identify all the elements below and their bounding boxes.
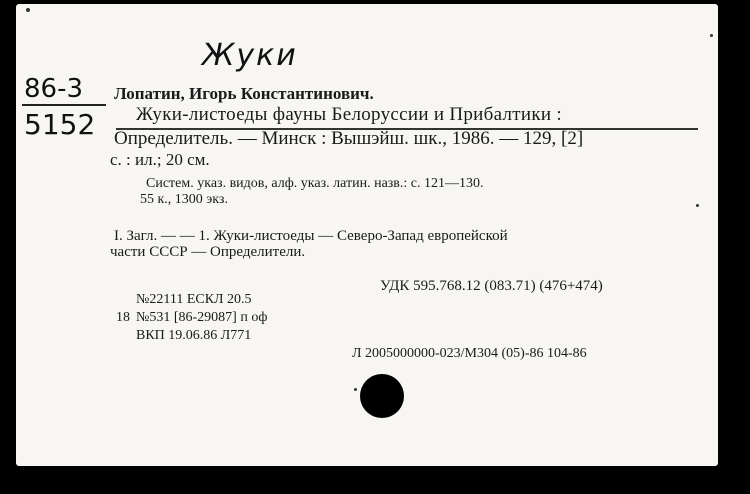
stat-line-3: ВКП 19.06.86 Л771: [136, 328, 252, 343]
note-line-1: Систем. указ. видов, алф. указ. латин. назв.: с. 121—130.: [146, 176, 484, 191]
note-line-2: 55 к., 1300 экз.: [140, 192, 228, 207]
catalog-card: [16, 4, 718, 466]
title-line-3: с. : ил.; 20 см.: [110, 150, 210, 169]
author-heading: Лопатин, Игорь Константинович.: [114, 84, 374, 103]
stat-line-2: №531 [86-29087] п оф: [136, 310, 268, 325]
title-line-1: Жуки-листоеды фауны Белоруссии и Прибалтики :: [136, 104, 562, 125]
title-line-2: Определитель. — Минск : Вышэйш. шк., 1986. — 129, [2]: [114, 128, 584, 149]
speck: [710, 34, 713, 37]
punch-hole: [360, 374, 404, 418]
tracing-line-1: I. Загл. — — 1. Жуки-листоеды — Северо-Запад европейской: [114, 228, 508, 244]
index-code: Л 2005000000-023/М304 (05)-86 104-86: [352, 346, 587, 361]
tracing-line-2: части СССР — Определители.: [110, 244, 306, 260]
speck: [354, 388, 357, 391]
speck: [26, 8, 30, 12]
shelfmark-underline: [22, 104, 106, 106]
speck: [696, 204, 699, 207]
stat-line-2-prefix: 18: [116, 310, 130, 325]
shelfmark-top: 86-3: [24, 74, 84, 104]
stat-line-1: №22111 ЕСКЛ 20.5: [136, 292, 252, 307]
udc-classification: УДК 595.768.12 (083.71) (476+474): [380, 278, 603, 294]
shelfmark-bottom: 5152: [24, 108, 96, 141]
handwritten-subject: Жуки: [202, 38, 298, 73]
